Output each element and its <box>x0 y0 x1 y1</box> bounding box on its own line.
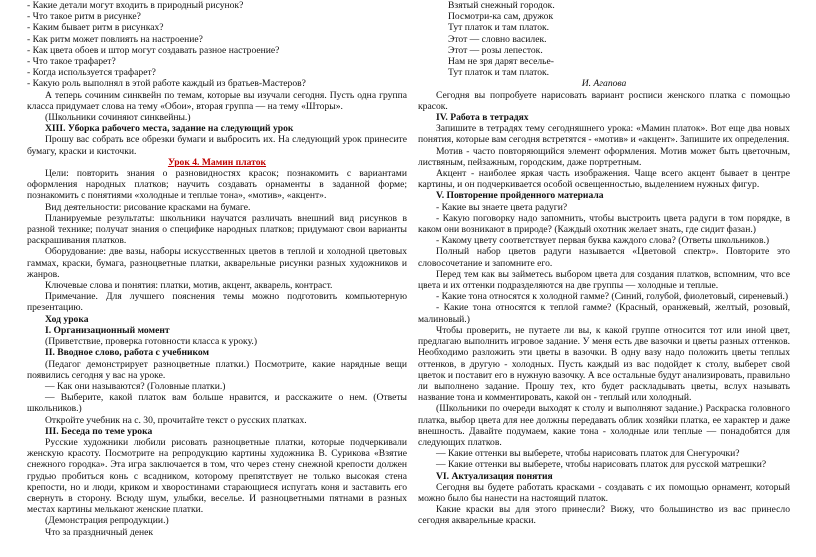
paragraph: Посмотри-ка сам, дружок <box>448 11 554 23</box>
paragraph: (Приветствие, проверка готовности класса к уроку.) <box>45 336 258 348</box>
paragraph: - Что такое трафарет? <box>27 56 116 68</box>
paragraph: Этот — словно василек. <box>448 33 547 45</box>
paragraph: Сегодня вы попробуете нарисовать вариант росписи женского платка с помощью красок. <box>418 89 790 112</box>
paragraph: Планируемые результаты: школьники научатся различать внешний вид рисунков в разной технике; получат знания о специфике народных платков; придумают свои варианты раскрашивания платков. <box>27 212 407 247</box>
paragraph: Нам не зря дарят веселье- <box>448 56 555 68</box>
paragraph: I. Организационный момент <box>45 324 170 336</box>
paragraph: - Какие вы знаете цвета радуги? <box>436 201 568 213</box>
paragraph: - Когда используется трафарет? <box>27 67 156 79</box>
paragraph: - Какие тона относятся к холодной гамме? (Синий, голубой, фиолетовый, сиреневый.) <box>436 291 789 303</box>
paragraph: Взятый снежный городок. <box>448 0 555 11</box>
paragraph: Урок 4. Мамин платок <box>167 156 267 168</box>
paragraph: — Какие оттенки вы выберете, чтобы нарисовать платок для Снегурочки? <box>436 448 740 460</box>
paragraph: И. Агапова <box>581 78 627 90</box>
paragraph: Чтобы проверить, не путаете ли вы, к какой группе относится тот или иной цвет, предлагаю выполнить игровое задание. У меня есть две вазочки и цветы разных оттенков. Необходимо разложить эти цветы в вазочки. В одну вазу надо положить цветы теплых оттенков, в другую - холодных. Пусть каждый из вас подойдет к столу, выберет свой цветок и поставит его в нужную вазочку. А все остальные будут анализировать, правильно ли выполнено задание. Прошу тех, кто будет раскладывать цветы, вслух называть название тона и комментировать, какой он - теплый или холодный. <box>418 324 790 404</box>
paragraph: - Что такое ритм в рисунке? <box>27 11 141 23</box>
paragraph: — Какие оттенки вы выберете, чтобы нарисовать платок для русской матрешки? <box>436 459 767 471</box>
paragraph: - Каким бывает ритм в рисунках? <box>27 22 164 34</box>
paragraph: — Выберите, какой платок вам больше нравится, и расскажите о нем. (Ответы школьников.) <box>27 392 407 415</box>
paragraph: Перед тем как вы займетесь выбором цвета для создания платков, вспомним, что все цвета и их оттенки подразделяются на две группы — холодные и теплые. <box>418 268 790 292</box>
paragraph: А теперь сочиним синквейн по темам, которые вы изучали сегодня. Пусть одна группа класса придумает слова на тему «Обои», вторая группа — на тему «Шторы». <box>27 89 407 112</box>
paragraph: (Школьники сочиняют синквейны.) <box>45 112 191 124</box>
paragraph: Какие краски вы для этого принесли? Вижу, что большинство из вас принесло сегодня акварельные краски. <box>418 504 790 527</box>
paragraph: Вид деятельности: рисование красками на бумаге. <box>45 201 251 213</box>
paragraph: (Демонстрация репродукции.) <box>45 515 169 527</box>
paragraph: - Какие тона относятся к теплой гамме? (Красный, оранжевый, желтый, розовый, малиновый.) <box>418 302 790 325</box>
paragraph: - Какую поговорку надо запомнить, чтобы выстроить цвета радуги в том порядке, в каком они возникают в природе? (Каждый охотник желает знать, где сидит фазан.) <box>418 212 790 236</box>
paragraph: II. Вводное слово, работа с учебником <box>45 347 210 359</box>
paragraph: - Какому цвету соответствует первая буква каждого слова? (Ответы школьников.) <box>436 235 770 247</box>
paragraph: Ход урока <box>45 313 89 325</box>
paragraph: Русские художники любили рисовать разноцветные платки, которые подчеркивали женскую красоту. Посмотрите на репродукцию картины художника В. Сурикова «Взятие снежного городка». Эта игра заключается в том, что через стену снежной крепости должен грудью пробиться конь с всадником, которому препятствует не только высокая стена крепости, но и люди, криком и хворостинами старающиеся испугать коня и заставить его свернуть в сторону. Всюду шум, улыбки, веселье. И разноцветными пятнами в разных местах картины мелькают женские платки. <box>27 436 407 516</box>
paragraph: — Как они называются? (Головные платки.) <box>45 380 226 392</box>
paragraph: Откройте учебник на с. 30, прочитайте текст о русских платках. <box>45 414 307 426</box>
paragraph: VI. Актуализация понятия <box>436 470 553 482</box>
paragraph: - Как ритм может повлиять на настроение? <box>27 33 203 45</box>
paragraph: Сегодня вы будете работать красками - создавать с их помощью орнамент, который можно было бы нанести на настоящий платок. <box>418 481 790 504</box>
paragraph: Этот — розы лепесток. <box>448 44 543 56</box>
paragraph: Тут платок и там платок. <box>448 22 550 34</box>
paragraph: Оборудование: две вазы, наборы искусственных цветов в теплой и холодной цветовых гаммах, краски, бумага, разноцветные платки, акварельные рисунки разных художников и жанров. <box>27 246 407 280</box>
paragraph: Тут платок и там платок. <box>448 67 550 79</box>
paragraph: (Школьники по очереди выходят к столу и выполняют задание.) Раскраска головного платка, выбор цвета для нее должны передавать облик хозяйки платка, ее характер и даже внешность. Давайте подумаем, какие тона - холодные или теплые — понадобятся для следующих платков. <box>418 403 790 448</box>
paragraph: - Какие детали могут входить в природный рисунок? <box>27 0 244 11</box>
paragraph: (Педагог демонстрирует разноцветные платки.) Посмотрите, какие нарядные вещи появились сегодня у вас на уроке. <box>27 358 407 381</box>
paragraph: - Какую роль выполнял в этой работе каждый из братьев-Мастеров? <box>27 78 306 90</box>
paragraph: Что за праздничный денек <box>45 526 154 538</box>
right-column <box>418 0 790 527</box>
paragraph: Примечание. Для лучшего пояснения темы можно подготовить компьютерную презентацию. <box>27 291 407 314</box>
paragraph: Полный набор цветов радуги называется «Цветовой спектр». Повторите это словосочетание и запомните его. <box>418 246 790 269</box>
paragraph: III. Беседа по теме урока <box>45 425 153 437</box>
paragraph: Прошу вас собрать все обрезки бумаги и выбросить их. На следующий урок принесите бумагу, краски и кисточки. <box>27 134 407 157</box>
paragraph: IV. Работа в тетрадях <box>436 112 529 124</box>
paragraph: XIII. Уборка рабочего места, задание на следующий урок <box>45 123 294 135</box>
left-column <box>27 0 407 538</box>
paragraph: V. Повторение пройденного материала <box>436 190 604 202</box>
paragraph: Ключевые слова и понятия: платки, мотив, акцент, акварель, контраст. <box>45 280 333 292</box>
paragraph: Мотив - часто повторяющийся элемент оформления. Мотив может быть цветочным, листвяным, пейзажным, городским, даже портретным. <box>418 145 790 168</box>
paragraph: Цели: повторить знания о разновидностях красок; познакомить с вариантами оформления народных платков; научить создавать орнаменты в заданной форме; познакомить с понятиями «холодные и теплые тона», «мотив», «акцент». <box>27 168 407 202</box>
paragraph: Запишите в тетрадях тему сегодняшнего урока: «Мамин платок». Вот еще два новых понятия, которые вам сегодня встретятся - «мотив» и «акцент». Запишите их определения. <box>418 123 790 146</box>
paragraph: - Как цвета обоев и штор могут создавать разное настроение? <box>27 44 280 56</box>
paragraph: Акцент - наиболее яркая часть изображения. Чаще всего акцент бывает в центре картины, и он подчеркивается особой освещенностью, выделением нужных фигур. <box>418 168 790 191</box>
